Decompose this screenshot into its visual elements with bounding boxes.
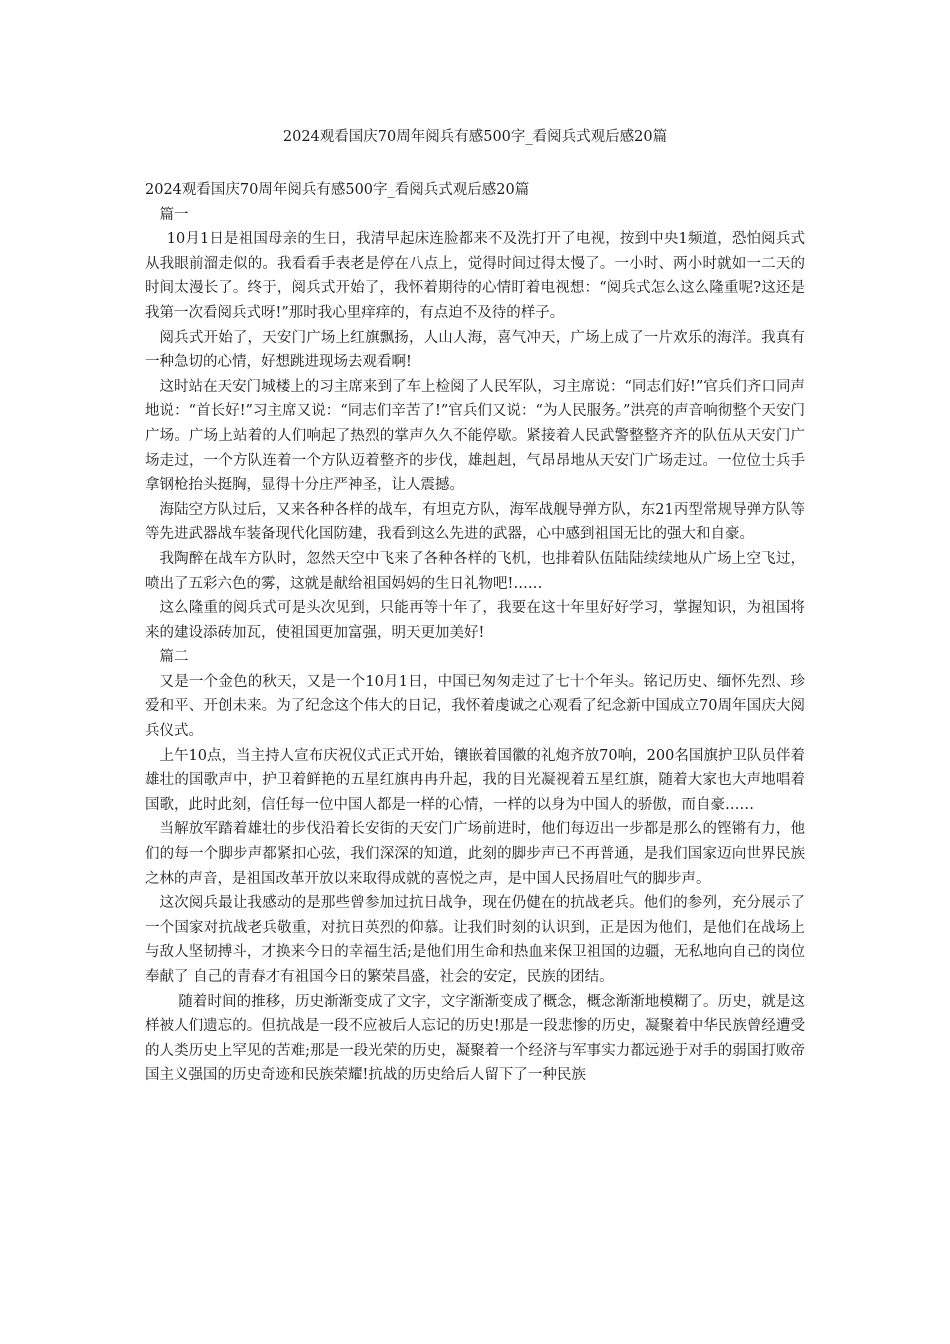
paragraph: 当解放军踏着雄壮的步伐沿着长安街的天安门广场前进时，他们每迈出一步都是那么的铿锵有力，他们的每一个脚步声都紧扣心弦，我们深深的知道，此刻的脚步声已不再普通，是我们国家迈向世界民族之林的声音，是祖国改革开放以来取得成就的喜悦之声，是中国人民扬眉吐气的脚步声。 (145, 821, 805, 887)
paragraph: 海陆空方队过后，又来各种各样的战车，有坦克方队，海军战舰导弹方队，东21丙型常规导弹方队等等先进武器战车装备现代化国防建，我看到这么先进的武器，心中感到祖国无比的强大和自豪。 (145, 501, 805, 543)
paragraph: 又是一个金色的秋天，又是一个10月1日，中国已匆匆走过了七十个年头。铭记历史、缅怀先烈、珍爱和平、开创未来。为了纪念这个伟大的日记，我怀着虔诚之心观看了纪念新中国成立70周年国庆大阅兵仪式。 (145, 673, 805, 740)
section-heading-1: 篇一 (159, 206, 189, 223)
paragraph: 10月1日是祖国母亲的生日，我清早起床连脸都来不及洗打开了电视，按到中央1频道，恐怕阅兵式从我眼前溜走似的。我看看手表老是停在八点上，觉得时间过得太慢了。一小时、两小时就如一二天的时间太漫长了。终于，阅兵式开始了，我怀着期待的心情盯着电视想：“阅兵式怎么这么隆重呢?这还是我第一次看阅兵式呀!”那时我心里痒痒的，有点迫不及待的样子。 (145, 231, 805, 321)
paragraph: 这次阅兵最让我感动的是那些曾参加过抗日战争，现在仍健在的抗战老兵。他们的参列，充分展示了一个国家对抗战老兵敬重，对抗日英烈的仰慕。让我们时刻的认识到，正是因为他们，是他们在战场上与敌人坚韧搏斗，才换来今日的幸福生活;是他们用生命和热血来保卫祖国的边疆，无私地向自己的岗位奉献了 自己的青春才有祖国今日的繁荣昌盛，社会的安定，民族的团结。 (145, 895, 805, 985)
paragraph: 阅兵式开始了，天安门广场上红旗飘扬，人山人海，喜气冲天，广场上成了一片欢乐的海洋。我真有一种急切的心情，好想跳进现场去观看啊! (145, 329, 805, 371)
document-body (145, 178, 805, 1088)
paragraph: 上午10点，当主持人宣布庆祝仪式正式开始，镶嵌着国徽的礼炮齐放70响，200名国旗护卫队员伴着雄壮的国歌声中，护卫着鲜艳的五星红旗冉冉升起，我的目光凝视着五星红旗，随着大家也大声地唱着国歌，此时此刻，信任每一位中国人都是一样的心情，一样的以身为中国人的骄傲，而自豪…… (145, 747, 805, 813)
paragraph: 这时站在天安门城楼上的习主席来到了车上检阅了人民军队，习主席说：“同志们好!”官兵们齐口同声地说：“首长好!”习主席又说：“同志们辛苦了!”官兵们又说：“为人民服务。”洪亮的声音响彻整个天安门广场。广场上站着的人们响起了热烈的掌声久久不能停歇。紧接着人民武警整整齐齐的队伍从天安门广场走过，一个方队连着一个方队迈着整齐的步伐，雄赳赳，气昂昂地从天安门广场走过。一位位士兵手拿钢枪抬头挺胸，显得十分庄严神圣，让人震撼。 (145, 378, 805, 494)
paragraph: 这么隆重的阅兵式可是头次见到，只能再等十年了，我要在这十年里好好学习，掌握知识，为祖国将来的建设添砖加瓦，使祖国更加富强，明天更加美好! (145, 600, 805, 641)
document-subtitle: 2024观看国庆70周年阅兵有感500字_看阅兵式观后感20篇 (145, 182, 530, 198)
document-title: 2024观看国庆70周年阅兵有感500字_看阅兵式观后感20篇 (282, 129, 668, 145)
section-heading-2: 篇二 (159, 649, 189, 666)
paragraph: 我陶醉在战车方队时，忽然天空中飞来了各种各样的飞机，也排着队伍陆陆续续地从广场上空飞过，喷出了五彩六色的雾，这就是献给祖国妈妈的生日礼物吧!…… (145, 550, 805, 592)
paragraph: 随着时间的推移，历史渐渐变成了文字，文字渐渐变成了概念，概念渐渐地模糊了。历史，就是这样被人们遗忘的。但抗战是一段不应被后人忘记的历史!那是一段悲惨的历史，凝聚着中华民族曾经遭受的人类历史上罕见的苦难;那是一段光荣的历史，凝聚着一个经济与军事实力都远逊于对手的弱国打败帝国主义强国的历史奇迹和民族荣耀!抗战的历史给后人留下了一种民族 (145, 993, 805, 1084)
